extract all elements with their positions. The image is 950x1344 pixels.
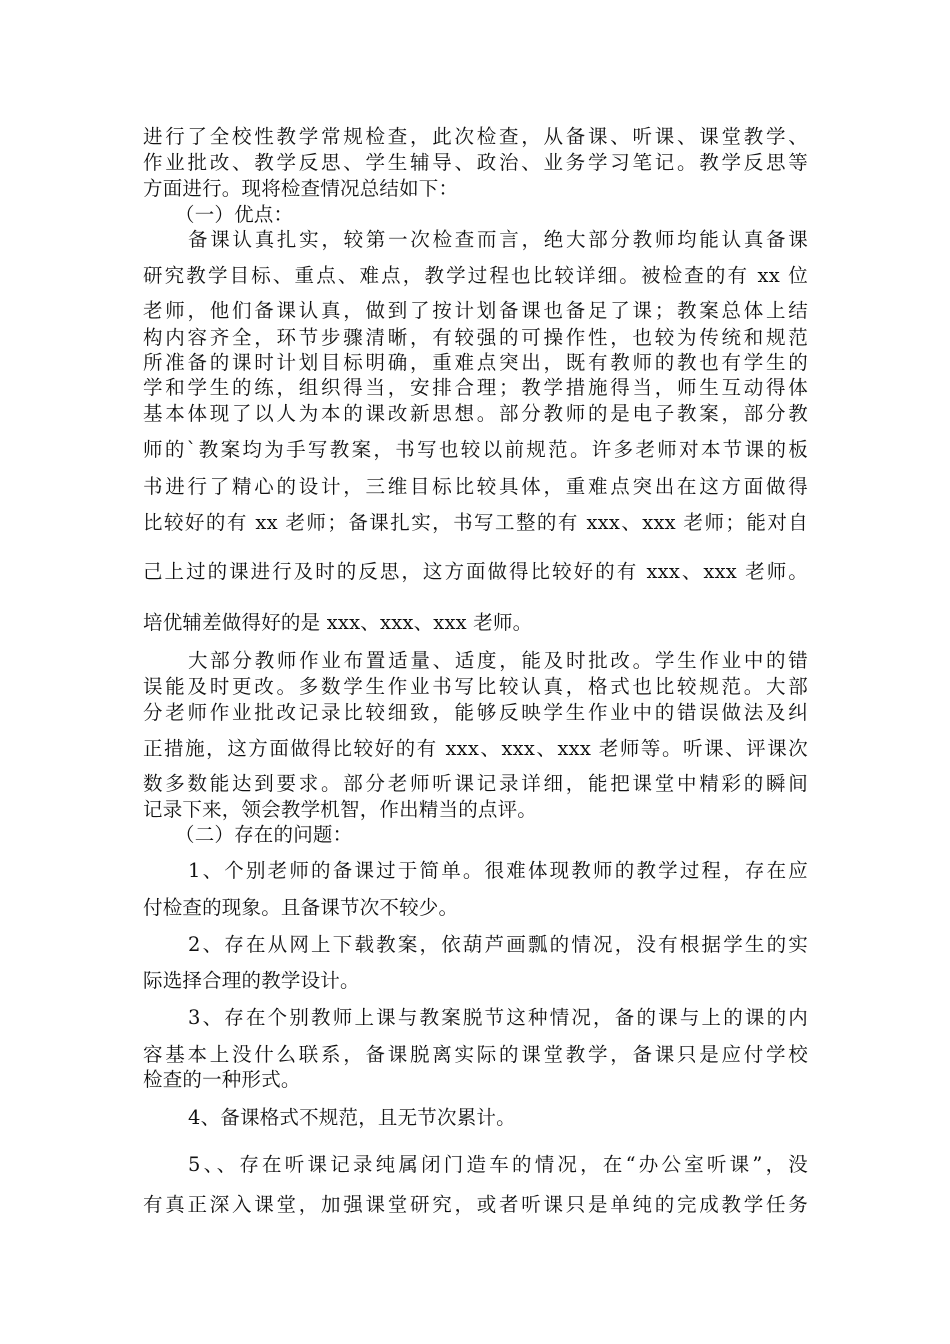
text-line: 基本体现了以人为本的课改新思想。部分教师的是电子教案，部分教	[143, 402, 808, 425]
text-line: 检查的一种形式。	[143, 1068, 301, 1091]
text-line: 1、个别老师的备课过于简单。很难体现教师的教学过程，存在应	[188, 859, 808, 882]
text-line: 付检查的现象。且备课节次不较少。	[143, 896, 459, 919]
text-line: 老师，他们备课认真，做到了按计划备课也备足了课；教案总体上结	[143, 299, 808, 322]
text-line: 培优辅差做得好的是 xxx、xxx、xxx 老师。	[143, 611, 533, 634]
text-line: 比较好的有 xx 老师；备课扎实，书写工整的有 xxx、xxx 老师；能对自	[143, 511, 808, 534]
text-line: 研究教学目标、重点、难点，教学过程也比较详细。被检查的有 xx 位	[143, 264, 808, 287]
text-line: 3、存在个别教师上课与教案脱节这种情况，备的课与上的课的内	[188, 1006, 808, 1029]
text-line: 4、备课格式不规范，且无节次累计。	[188, 1106, 516, 1129]
text-line: 误能及时更改。多数学生作业书写比较认真，格式也比较规范。大部	[143, 675, 808, 698]
text-line: 分老师作业批改记录比较细致，能够反映学生作业中的错误做法及纠	[143, 701, 808, 724]
text-line: 记录下来，领会教学机智，作出精当的点评。	[143, 798, 538, 821]
text-line: 己上过的课进行及时的反思，这方面做得比较好的有 xxx、xxx 老师。	[143, 560, 808, 583]
text-line: 2、存在从网上下载教案，依葫芦画瓢的情况，没有根据学生的实	[188, 933, 808, 956]
text-line: 数多数能达到要求。部分老师听课记录详细，能把课堂中精彩的瞬间	[143, 772, 808, 795]
text-line: 5、、存在听课记录纯属闭门造车的情况，在“办公室听课”，没	[188, 1153, 808, 1176]
text-line: 作业批改、教学反思、学生辅导、政治、业务学习笔记。教学反思等	[143, 151, 808, 174]
text-line: 构内容齐全，环节步骤清晰，有较强的可操作性，也较为传统和规范	[143, 326, 808, 349]
text-line: 书进行了精心的设计，三维目标比较具体，重难点突出在这方面做得	[143, 475, 808, 498]
text-line: 正措施，这方面做得比较好的有 xxx、xxx、xxx 老师等。听课、评课次	[143, 737, 808, 760]
text-line: 大部分教师作业布置适量、适度，能及时批改。学生作业中的错	[188, 649, 808, 672]
text-line: 容基本上没什么联系，备课脱离实际的课堂教学，备课只是应付学校	[143, 1043, 808, 1066]
section-heading: （二）存在的问题：	[175, 823, 353, 846]
text-line: 学和学生的练，组织得当，安排合理；教学措施得当，师生互动得体	[143, 376, 808, 399]
text-line: 所准备的课时计划目标明确，重难点突出，既有教师的教也有学生的	[143, 351, 808, 374]
text-line: 有真正深入课堂，加强课堂研究，或者听课只是单纯的完成教学任务	[143, 1193, 808, 1216]
text-line: 备课认真扎实，较第一次检查而言，绝大部分教师均能认真备课	[188, 228, 808, 251]
text-line: 师的`教案均为手写教案，书写也较以前规范。许多老师对本节课的板	[143, 438, 808, 461]
section-heading: （一）优点：	[175, 203, 294, 226]
text-line: 际选择合理的教学设计。	[143, 969, 360, 992]
text-line: 方面进行。现将检查情况总结如下：	[143, 177, 459, 200]
text-line: 进行了全校性教学常规检查，此次检查，从备课、听课、课堂教学、	[143, 125, 808, 148]
